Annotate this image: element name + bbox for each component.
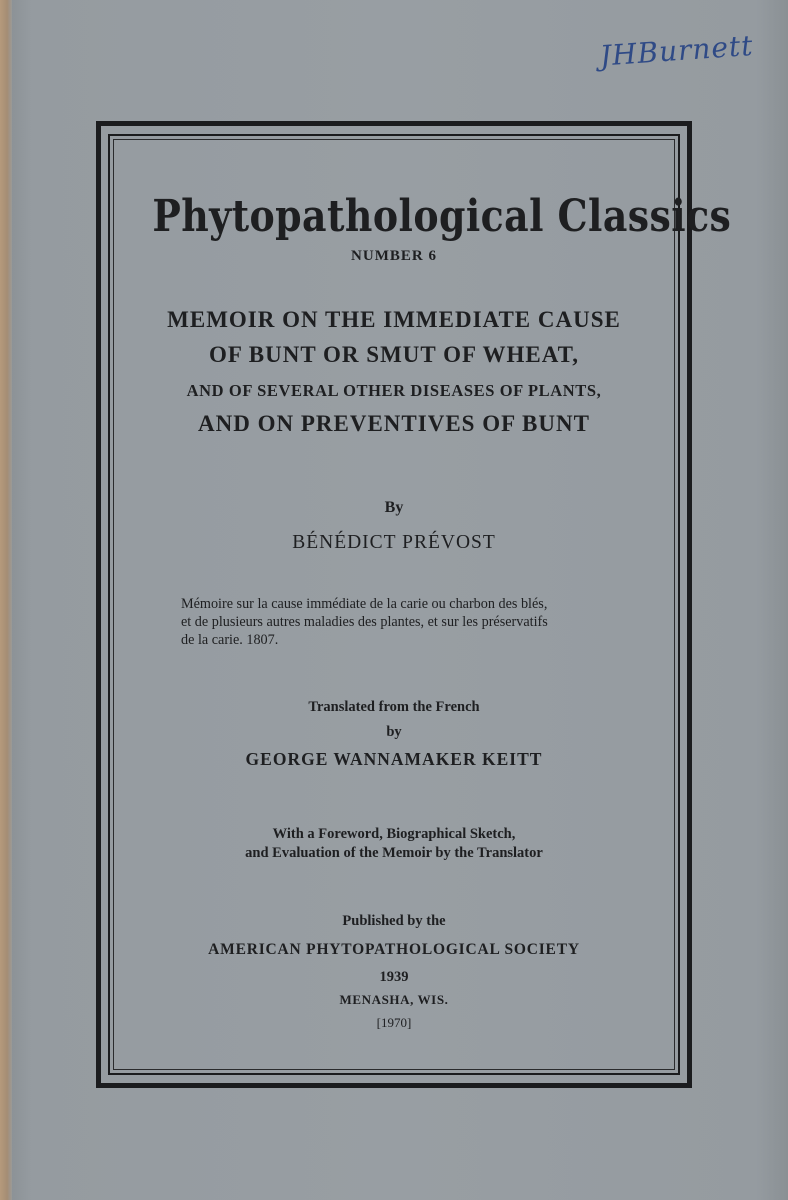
foreword-line-1: With a Foreword, Biographical Sketch, — [272, 826, 516, 842]
spine-edge — [0, 0, 12, 1200]
publication-year: 1939 — [379, 969, 409, 985]
reprint-year: [1970] — [376, 1015, 412, 1030]
foreword-line-2: and Evaluation of the Memoir by the Translator — [245, 845, 543, 861]
publisher-name: AMERICAN PHYTOPATHOLOGICAL SOCIETY — [208, 941, 580, 958]
french-title-line-3: de la carie. 1807. — [181, 632, 279, 648]
french-title-line-1: Mémoire sur la cause immédiate de la carie ou charbon des blés, — [181, 596, 548, 612]
title-line-3: AND OF SEVERAL OTHER DISEASES OF PLANTS, — [186, 381, 602, 400]
title-line-2: OF BUNT OR SMUT OF WHEAT, — [208, 342, 580, 367]
series-number: NUMBER 6 — [351, 248, 437, 264]
published-label: Published by the — [342, 913, 446, 929]
title-line-1: MEMOIR ON THE IMMEDIATE CAUSE — [167, 307, 621, 332]
publication-place: MENASHA, WIS. — [339, 992, 449, 1007]
by-label: By — [384, 499, 404, 516]
french-original-title — [181, 595, 641, 649]
translator-name: GEORGE WANNAMAKER KEITT — [245, 749, 543, 769]
title-line-4: AND ON PREVENTIVES OF BUNT — [198, 411, 590, 436]
french-title-line-2: et de plusieurs autres maladies des plantes, et sur les préservatifs — [181, 614, 548, 630]
series-title: Phytopathological Classics — [152, 191, 732, 242]
cover-content — [113, 139, 732, 1070]
translation-label: Translated from the French — [308, 699, 480, 715]
translation-by: by — [386, 724, 402, 740]
handwritten-signature: JHBurnett — [598, 28, 755, 73]
author-name: BÉNÉDICT PRÉVOST — [292, 532, 496, 553]
